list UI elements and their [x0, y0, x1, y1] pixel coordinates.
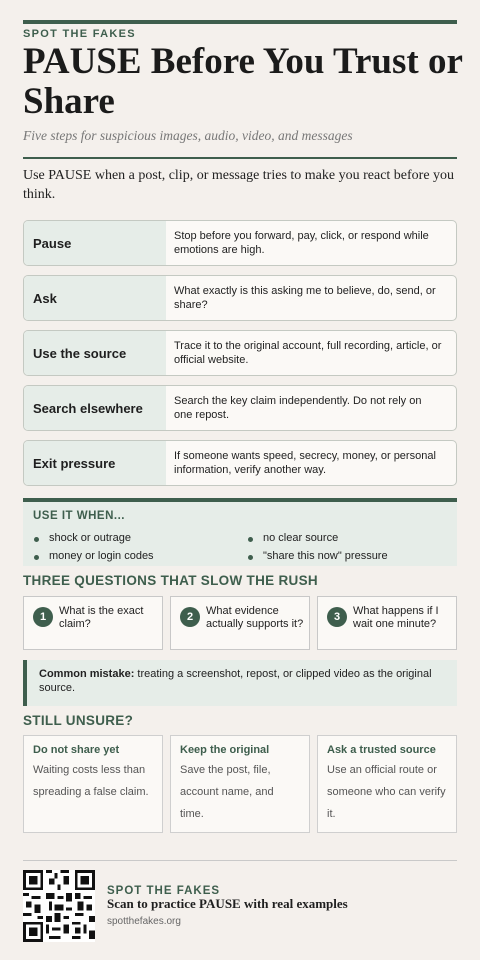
question-number: 3 [327, 607, 347, 627]
still-unsure-heading: STILL UNSURE? [23, 713, 134, 728]
unsure-card [23, 735, 163, 833]
unsure-card [170, 735, 310, 833]
qr-code-icon[interactable] [23, 870, 95, 942]
pause-steps [23, 220, 457, 495]
step-description: What exactly is this asking me to believe, do, send, or share? [174, 285, 436, 311]
question-text: What happens if I wait one minute? [353, 605, 439, 630]
unsure-card-body: Waiting costs less than spreading a false claim. [33, 764, 149, 798]
question-number: 1 [33, 607, 53, 627]
unsure-card-heading: Keep the original [180, 744, 270, 756]
step-exit-pressure [23, 440, 457, 486]
unsure-card-body: Save the post, file, account name, and time. [180, 764, 274, 820]
question-number: 2 [180, 607, 200, 627]
use-it-when-title: USE IT WHEN... [33, 510, 125, 522]
question-card [317, 596, 457, 650]
page-title: PAUSE Before You Trust or Share [23, 41, 463, 122]
step-ask [23, 275, 457, 321]
common-mistake-text: treating a screenshot, repost, or clipped video as the original source. [39, 668, 432, 694]
footer-brand: SPOT THE FAKES [107, 885, 221, 897]
question-text: What evidence actually supports it? [206, 605, 304, 630]
intro-text: Use PAUSE when a post, clip, or message tries to make you react before you think. [23, 168, 455, 202]
footer-url-link[interactable]: spotthefakes.org [107, 916, 181, 927]
page-subtitle: Five steps for suspicious images, audio, video, and messages [23, 128, 353, 143]
use-it-when-item: "share this now" pressure [247, 550, 388, 562]
use-it-when-item: money or login codes [33, 550, 154, 562]
step-name: Search elsewhere [24, 386, 166, 430]
questions-heading: THREE QUESTIONS THAT SLOW THE RUSH [23, 573, 318, 588]
step-description: Stop before you forward, pay, click, or respond while emotions are high. [174, 230, 429, 256]
common-mistake-label: Common mistake: [39, 668, 135, 680]
footer-cta: Scan to practice PAUSE with real examples [107, 896, 348, 911]
question-card [170, 596, 310, 650]
step-search-elsewhere [23, 385, 457, 431]
use-it-when-item: no clear source [247, 532, 338, 544]
header-divider [23, 157, 457, 159]
unsure-card-heading: Ask a trusted source [327, 744, 436, 756]
unsure-card [317, 735, 457, 833]
unsure-card-body: Use an official route or someone who can verify it. [327, 764, 446, 820]
question-text: What is the exact claim? [59, 605, 144, 630]
step-pause [23, 220, 457, 266]
step-name: Pause [24, 221, 166, 265]
eyebrow-label: SPOT THE FAKES [23, 28, 136, 40]
use-it-when-box [23, 498, 457, 566]
common-mistake-callout [23, 660, 457, 706]
step-use-the-source [23, 330, 457, 376]
footer-divider [23, 860, 457, 861]
step-description: If someone wants speed, secrecy, money, or personal information, verify another way. [174, 450, 436, 476]
use-it-when-item: shock or outrage [33, 532, 131, 544]
question-card [23, 596, 163, 650]
step-description: Trace it to the original account, full recording, article, or official website. [174, 340, 442, 366]
step-name: Ask [24, 276, 166, 320]
step-name: Use the source [24, 331, 166, 375]
top-accent-bar [23, 20, 457, 24]
unsure-card-heading: Do not share yet [33, 744, 120, 756]
step-name: Exit pressure [24, 441, 166, 485]
step-description: Search the key claim independently. Do not rely on one repost. [174, 395, 422, 421]
